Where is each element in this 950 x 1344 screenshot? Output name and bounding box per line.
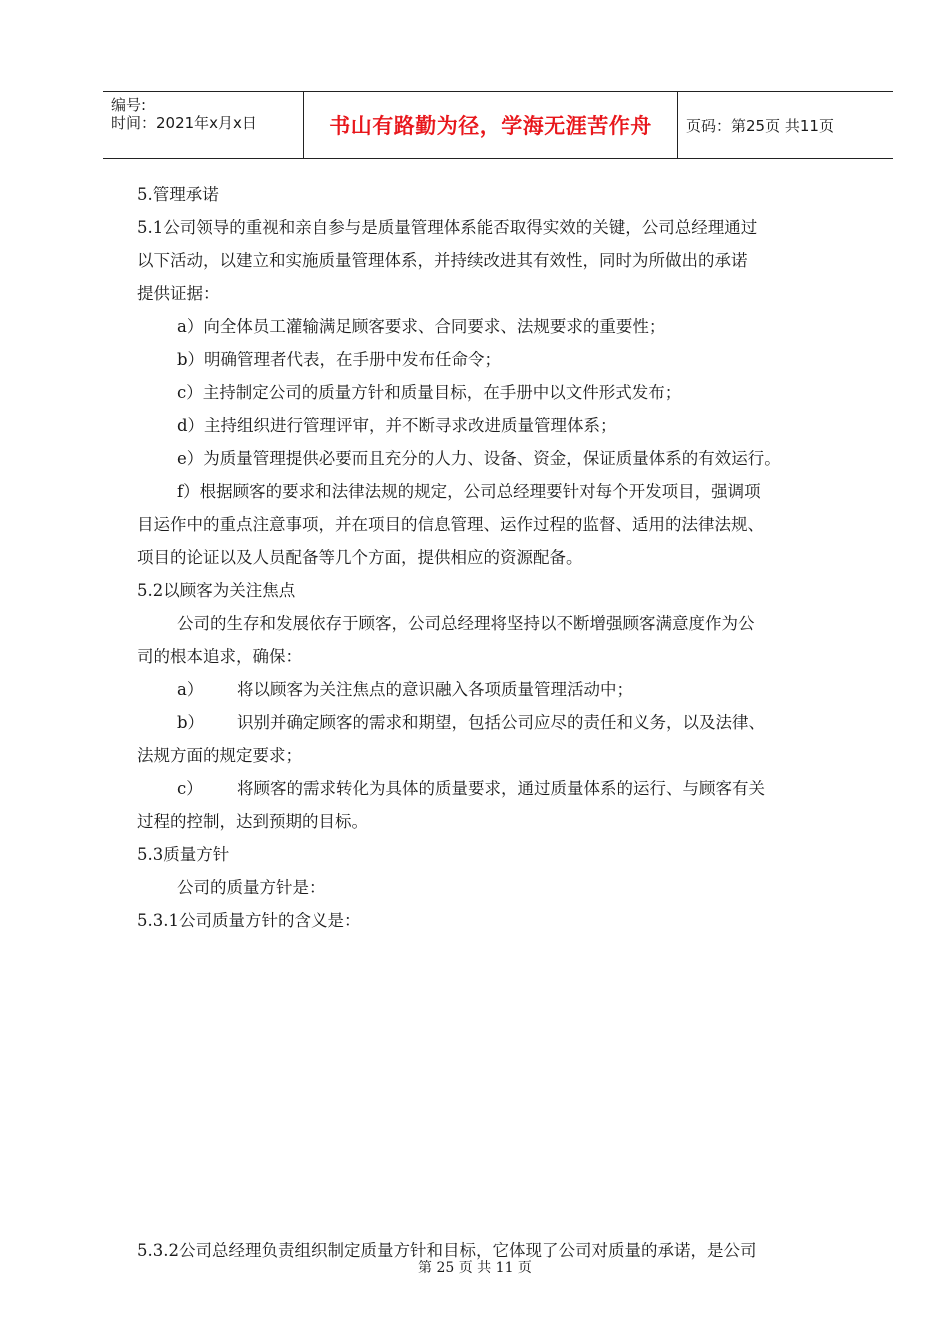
paragraph-line: 过程的控制，达到预期的目标。: [137, 812, 368, 831]
list-item-text: 将顾客的需求转化为具体的质量要求，通过质量体系的运行、与顾客有关: [237, 779, 765, 798]
list-item: d）主持组织进行管理评审，并不断寻求改进质量管理体系；: [177, 416, 617, 435]
list-item-label: c）: [177, 779, 203, 798]
paragraph-line: 提供证据：: [137, 284, 220, 303]
header-page-info: 页码：第25页 共11页: [686, 116, 834, 135]
list-item-label: b）: [177, 713, 205, 732]
paragraph-line: 公司的质量方针是：: [177, 878, 326, 897]
list-item-text: 识别并确定顾客的需求和期望，包括公司应尽的责任和义务，以及法律、: [237, 713, 765, 732]
list-item: a）向全体员工灌输满足顾客要求、合同要求、法规要求的重要性；: [177, 317, 666, 336]
list-item: f）根据顾客的要求和法律法规的规定，公司总经理要针对每个开发项目，强调项: [177, 482, 761, 501]
page-footer: 第 25 页 共 11 页: [418, 1260, 532, 1276]
header-meta: [103, 92, 304, 158]
page-header: [103, 91, 893, 159]
paragraph-line: 5.3.2公司总经理负责组织制定质量方针和目标，它体现了公司对质量的承诺，是公司: [137, 1241, 757, 1260]
paragraph-line: 公司的生存和发展依存于顾客，公司总经理将坚持以不断增强顾客满意度作为公: [177, 614, 755, 633]
list-item: b）明确管理者代表，在手册中发布任命令；: [177, 350, 502, 369]
subsection-heading: 5.3.1公司质量方针的含义是：: [137, 911, 361, 930]
list-item-text: 将以顾客为关注焦点的意识融入各项质量管理活动中；: [237, 680, 633, 699]
header-motto: 书山有路勤为径，学海无涯苦作舟: [304, 92, 678, 158]
list-item: c）主持制定公司的质量方针和质量目标，在手册中以文件形式发布；: [177, 383, 682, 402]
paragraph-line: 法规方面的规定要求；: [137, 746, 302, 765]
section-heading: 5.2以顾客为关注焦点: [137, 581, 296, 600]
section-heading: 5.3质量方针: [137, 845, 230, 864]
paragraph-line: 以下活动，以建立和实施质量管理体系，并持续改进其有效性，同时为所做出的承诺: [137, 251, 748, 270]
section-heading: 5.管理承诺: [137, 185, 219, 204]
list-item: [137, 772, 872, 805]
doc-number-label: 编号:: [111, 96, 147, 114]
paragraph-line: 司的根本追求，确保：: [137, 647, 302, 666]
list-item-label: a）: [177, 680, 204, 699]
list-item: [137, 706, 872, 739]
paragraph-line: 项目的论证以及人员配备等几个方面，提供相应的资源配备。: [137, 548, 583, 567]
paragraph-line: 5.1公司领导的重视和亲自参与是质量管理体系能否取得实效的关键，公司总经理通过: [137, 218, 758, 237]
list-item: e）为质量管理提供必要而且充分的人力、设备、资金，保证质量体系的有效运行。: [177, 449, 781, 468]
blank-space: [137, 937, 872, 1234]
document-body: [137, 178, 872, 1267]
doc-time-label: 时间：2021年x月x日: [111, 114, 257, 132]
paragraph-line: 目运作中的重点注意事项，并在项目的信息管理、运作过程的监督、适用的法律法规、: [137, 515, 764, 534]
list-item: [137, 673, 872, 706]
